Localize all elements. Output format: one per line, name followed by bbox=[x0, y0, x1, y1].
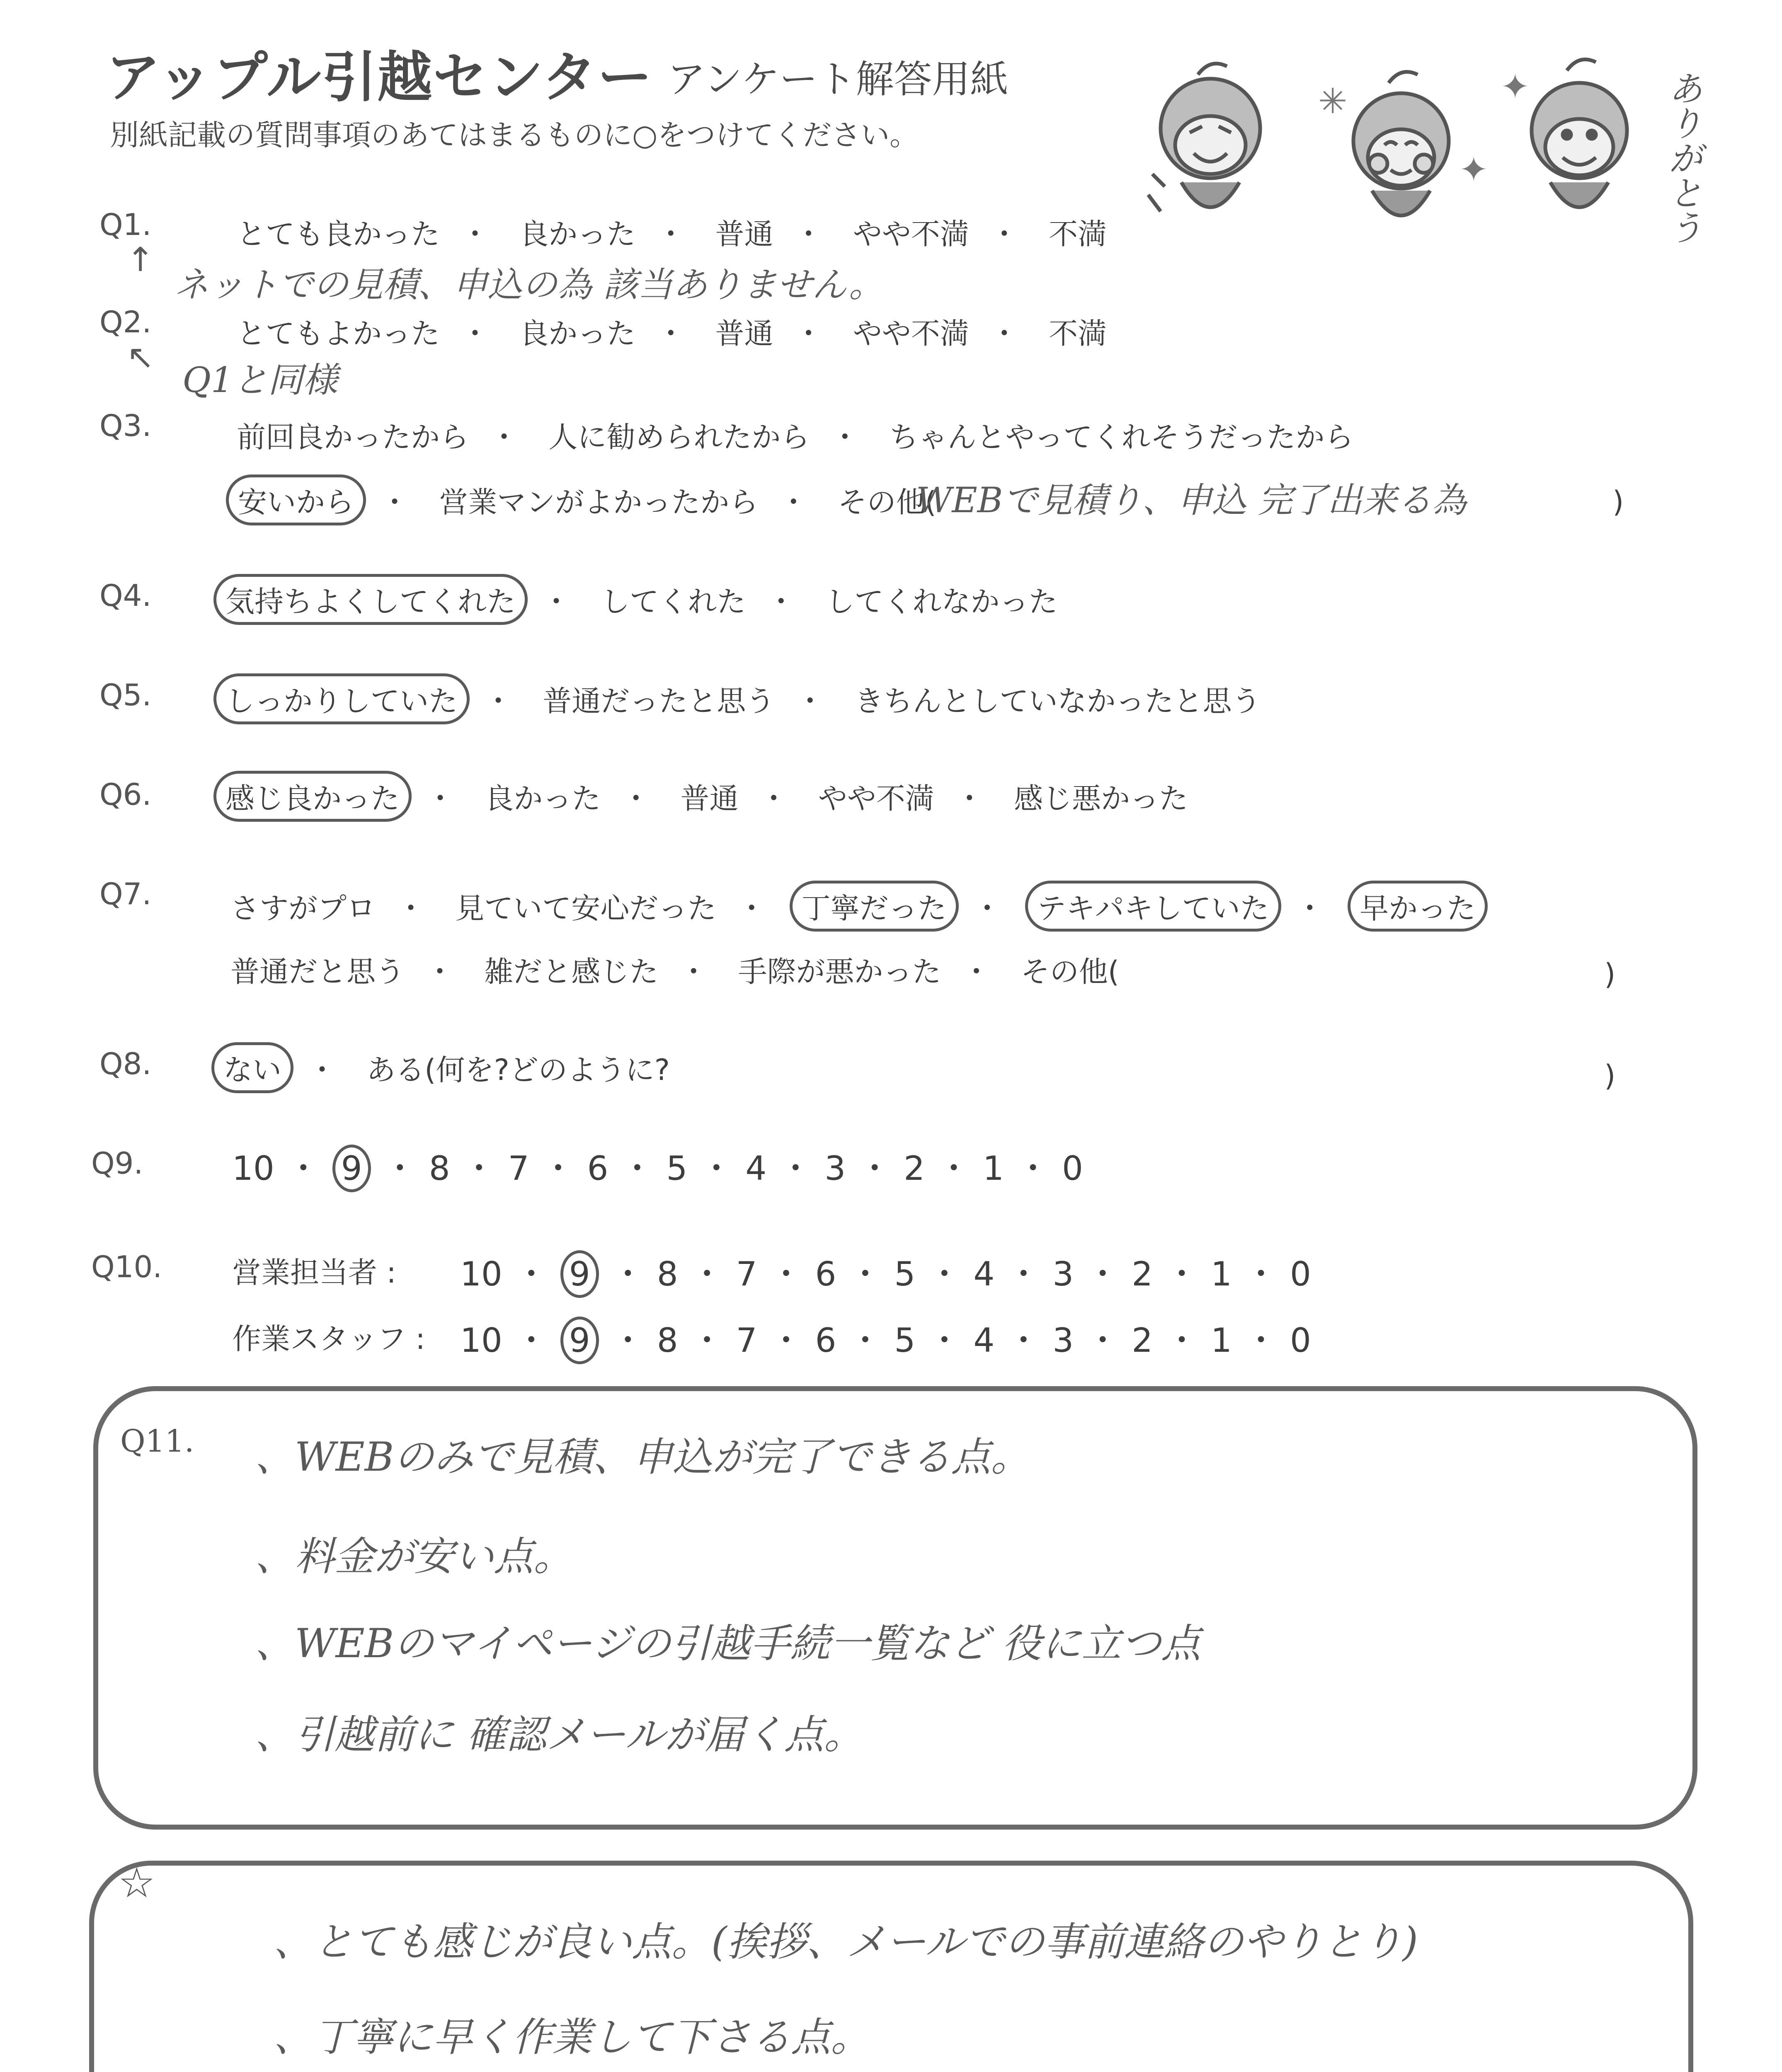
separator-dot: ・ bbox=[1016, 1149, 1050, 1188]
rating-option[interactable]: 2 bbox=[1132, 1255, 1153, 1293]
rating-option[interactable]: 1 bbox=[1211, 1255, 1232, 1293]
option[interactable]: 良かった bbox=[519, 317, 636, 351]
separator-dot: ・ bbox=[779, 1149, 812, 1188]
q11-line: 、料金が安い点。 bbox=[255, 1533, 573, 1580]
option[interactable]: 雑だと感じた bbox=[484, 955, 659, 989]
q10-staff-label: 作業スタッフ : bbox=[232, 1322, 425, 1356]
option[interactable]: 普通 bbox=[680, 782, 739, 816]
separator-dot: ・ bbox=[1244, 1321, 1278, 1360]
separator-dot: ・ bbox=[611, 1255, 645, 1293]
q7-label: Q7. bbox=[99, 876, 152, 911]
option[interactable]: さすがプロ bbox=[230, 891, 376, 925]
separator-dot: ・ bbox=[1086, 1321, 1120, 1360]
option-selected[interactable]: 丁寧だった bbox=[790, 881, 959, 932]
rating-option[interactable]: 6 bbox=[815, 1255, 836, 1293]
rating-option[interactable]: 0 bbox=[1062, 1149, 1083, 1188]
separator-dot: ・ bbox=[849, 1321, 882, 1360]
q5-label: Q5. bbox=[99, 678, 152, 712]
rating-option[interactable]: 7 bbox=[736, 1321, 757, 1360]
rating-selected[interactable]: 9 bbox=[560, 1317, 599, 1364]
option[interactable]: 手際が悪かった bbox=[738, 955, 941, 989]
rating-selected[interactable]: 9 bbox=[332, 1145, 371, 1192]
mascot-illustration bbox=[1136, 50, 1708, 265]
paren-close: ) bbox=[1612, 485, 1624, 519]
rating-option[interactable]: 8 bbox=[657, 1255, 678, 1293]
rating-option[interactable]: 6 bbox=[815, 1321, 836, 1360]
q10-sales-label: 営業担当者 : bbox=[232, 1256, 396, 1290]
separator-dot: ・ bbox=[1244, 1255, 1278, 1293]
q7-options-row1: さすがプロ ・ 見ていて安心だった ・ 丁寧だった ・ テキパキしていた ・ 早かった bbox=[224, 881, 1488, 932]
option[interactable]: やや不満 bbox=[853, 317, 969, 351]
separator-dot: ・ bbox=[1007, 1255, 1040, 1293]
separator-dot: ・ bbox=[928, 1255, 961, 1293]
option[interactable]: 普通だったと思う bbox=[543, 684, 775, 718]
q6-options: 感じ良かった ・ 良かった ・ 普通 ・ やや不満 ・ 感じ悪かった bbox=[213, 771, 1195, 822]
paren-close: ) bbox=[1604, 957, 1616, 991]
up-arrow-icon: ↑ bbox=[126, 240, 155, 279]
separator-dot: ・ bbox=[690, 1255, 724, 1293]
q10-label: Q10. bbox=[91, 1249, 162, 1284]
option-selected[interactable]: しっかりしていた bbox=[213, 673, 470, 724]
rating-option[interactable]: 10 bbox=[232, 1149, 274, 1188]
q8-options: ない ・ ある(何を?どのように? bbox=[211, 1042, 676, 1093]
separator-dot: ・ bbox=[514, 1321, 548, 1360]
rating-option[interactable]: 0 bbox=[1290, 1321, 1311, 1360]
option[interactable]: 前回良かったから bbox=[237, 420, 469, 454]
rating-option[interactable]: 4 bbox=[973, 1321, 995, 1360]
rating-option[interactable]: 3 bbox=[1052, 1255, 1074, 1293]
thanks-text: ありがとう bbox=[1663, 70, 1703, 244]
option[interactable]: 感じ悪かった bbox=[1014, 782, 1188, 816]
rating-option[interactable]: 7 bbox=[736, 1255, 757, 1293]
rating-option[interactable]: 7 bbox=[508, 1149, 529, 1188]
separator-dot: ・ bbox=[1165, 1255, 1199, 1293]
rating-option[interactable]: 8 bbox=[429, 1149, 450, 1188]
up-arrow-icon: ↖ bbox=[126, 338, 155, 376]
rating-option[interactable]: 5 bbox=[894, 1255, 916, 1293]
rating-option[interactable]: 1 bbox=[983, 1149, 1004, 1188]
q11-line: 、WEBのマイページの引越手続一覧など 役に立つ点 bbox=[255, 1620, 1201, 1667]
q2-label: Q2. bbox=[99, 305, 152, 339]
rating-option[interactable]: 10 bbox=[460, 1321, 502, 1360]
sparkle-icon: ✦ bbox=[1501, 66, 1530, 107]
separator-dot: ・ bbox=[1165, 1321, 1199, 1360]
monkey-blushing-icon bbox=[1353, 72, 1449, 215]
q2-options: とてもよかった ・ 良かった ・ 普通 ・ やや不満 ・ 不満 bbox=[230, 309, 1113, 354]
separator-dot: ・ bbox=[858, 1149, 892, 1188]
option[interactable]: 不満 bbox=[1049, 317, 1107, 351]
option-other[interactable]: ある(何を?どのように? bbox=[366, 1053, 670, 1087]
separator-dot: ・ bbox=[621, 1149, 654, 1188]
option-selected[interactable]: 安いから bbox=[226, 474, 366, 525]
option[interactable]: 不満 bbox=[1049, 217, 1107, 251]
q1-options: とても良かった ・ 良かった ・ 普通 ・ やや不満 ・ 不満 bbox=[230, 209, 1113, 254]
q2-handwritten-note: Q1と同様 bbox=[182, 360, 338, 400]
separator-dot: ・ bbox=[849, 1255, 882, 1293]
rating-option[interactable]: 2 bbox=[904, 1149, 925, 1188]
separator-dot: ・ bbox=[541, 1149, 575, 1188]
rating-option[interactable]: 5 bbox=[666, 1149, 688, 1188]
option[interactable]: 良かった bbox=[519, 217, 636, 251]
option[interactable]: とても良かった bbox=[237, 217, 440, 251]
rating-option[interactable]: 8 bbox=[657, 1321, 678, 1360]
option[interactable]: 人に勧められたから bbox=[548, 420, 810, 454]
q3-options-row1: 前回良かったから ・ 人に勧められたから ・ ちゃんとやってくれそうだったから bbox=[230, 412, 1360, 457]
q11-line: 、引越前に 確認メールが届く点。 bbox=[255, 1711, 864, 1758]
q3-options-row2: 安いから ・ 営業マンがよかったから ・ その他( bbox=[226, 474, 943, 525]
rating-option[interactable]: 4 bbox=[973, 1255, 995, 1293]
q3-other-handwritten: WEBで見積り、申込 完了出来る為 bbox=[916, 480, 1467, 520]
separator-dot: ・ bbox=[611, 1321, 645, 1360]
separator-dot: ・ bbox=[700, 1149, 733, 1188]
option[interactable]: 良かった bbox=[485, 782, 601, 816]
q4-label: Q4. bbox=[99, 578, 152, 613]
q1-handwritten-note: ネットでの見積、申込の為 該当ありません。 bbox=[174, 264, 884, 305]
option[interactable]: 普通 bbox=[715, 217, 773, 251]
rating-option[interactable]: 10 bbox=[460, 1255, 502, 1293]
option[interactable]: 普通だと思う bbox=[230, 955, 405, 989]
q6-label: Q6. bbox=[99, 777, 152, 812]
rating-option[interactable]: 4 bbox=[745, 1149, 767, 1188]
option-selected[interactable]: テキパキしていた bbox=[1025, 881, 1281, 932]
option[interactable]: 営業マンがよかったから bbox=[439, 485, 759, 519]
q9-scale bbox=[232, 1142, 1083, 1189]
rating-option[interactable]: 2 bbox=[1132, 1321, 1153, 1360]
rating-option[interactable]: 3 bbox=[824, 1149, 846, 1188]
rating-selected[interactable]: 9 bbox=[560, 1250, 599, 1298]
q9-label: Q9. bbox=[91, 1146, 143, 1181]
comment-line: 、とても感じが良い点。(挨拶、メールでの事前連絡のやりとり) bbox=[274, 1919, 1418, 1965]
q8-label: Q8. bbox=[99, 1046, 152, 1081]
option[interactable]: やや不満 bbox=[818, 782, 934, 816]
separator-dot: ・ bbox=[769, 1255, 803, 1293]
option-selected[interactable]: 早かった bbox=[1348, 881, 1488, 932]
rating-option[interactable]: 0 bbox=[1290, 1255, 1311, 1293]
separator-dot: ・ bbox=[383, 1149, 417, 1188]
separator-dot: ・ bbox=[928, 1321, 961, 1360]
separator-dot: ・ bbox=[1086, 1255, 1120, 1293]
option[interactable]: やや不満 bbox=[853, 217, 969, 251]
sparkle-icon: ✦ bbox=[1459, 149, 1489, 190]
q10-sales-scale bbox=[460, 1247, 1311, 1295]
option-other[interactable]: その他( bbox=[1021, 955, 1120, 989]
option[interactable]: 見ていて安心だった bbox=[455, 891, 717, 925]
monkey-laughing-icon bbox=[1148, 63, 1260, 211]
q5-options: しっかりしていた ・ 普通だったと思う ・ きちんとしていなかったと思う bbox=[213, 673, 1268, 724]
monkey-smiling-icon bbox=[1532, 59, 1627, 207]
comment-line: 、丁寧に早く作業して下さる点。 bbox=[274, 2014, 870, 2060]
q3-label: Q3. bbox=[99, 408, 152, 443]
option[interactable]: きちんとしていなかったと思う bbox=[854, 684, 1261, 718]
separator-dot: ・ bbox=[690, 1321, 724, 1360]
option[interactable]: とてもよかった bbox=[237, 317, 440, 351]
option-selected[interactable]: 気持ちよくしてくれた bbox=[213, 574, 528, 625]
q11-label: Q11. bbox=[120, 1423, 194, 1459]
form-title: アップル引越センター bbox=[106, 46, 653, 109]
separator-dot: ・ bbox=[769, 1321, 803, 1360]
separator-dot: ・ bbox=[462, 1149, 496, 1188]
option-other[interactable]: その他( bbox=[838, 485, 936, 519]
option-selected[interactable]: 感じ良かった bbox=[213, 771, 412, 822]
q7-options-row2: 普通だと思う ・ 雑だと感じた ・ 手際が悪かった ・ その他( bbox=[224, 947, 1126, 992]
sparkle-icon: ✳ bbox=[1318, 81, 1348, 121]
option[interactable]: 普通 bbox=[715, 317, 773, 351]
rating-option[interactable]: 1 bbox=[1211, 1321, 1232, 1360]
rating-option[interactable]: 6 bbox=[587, 1149, 609, 1188]
rating-option[interactable]: 5 bbox=[894, 1321, 916, 1360]
form-subtitle: アンケート解答用紙 bbox=[667, 57, 1009, 102]
option[interactable]: してくれた bbox=[601, 585, 746, 619]
option[interactable]: してくれなかった bbox=[825, 585, 1058, 619]
instruction-text: 別紙記載の質問事項のあてはまるものに○をつけてください。 bbox=[110, 118, 919, 152]
separator-dot: ・ bbox=[1007, 1321, 1040, 1360]
separator-dot: ・ bbox=[514, 1255, 548, 1293]
option-selected[interactable]: ない bbox=[211, 1042, 293, 1093]
q1-label: Q1. bbox=[99, 207, 152, 242]
q11-line: 、WEBのみで見積、申込が完了できる点。 bbox=[255, 1434, 1031, 1480]
paren-close: ) bbox=[1604, 1059, 1616, 1093]
option[interactable]: ちゃんとやってくれそうだったから bbox=[889, 420, 1354, 454]
star-icon: ☆ bbox=[118, 1859, 155, 1907]
q10-staff-scale bbox=[460, 1314, 1311, 1361]
rating-option[interactable]: 3 bbox=[1052, 1321, 1074, 1360]
separator-dot: ・ bbox=[286, 1149, 320, 1188]
separator-dot: ・ bbox=[937, 1149, 971, 1188]
q4-options: 気持ちよくしてくれた ・ してくれた ・ してくれなかった bbox=[213, 574, 1064, 625]
